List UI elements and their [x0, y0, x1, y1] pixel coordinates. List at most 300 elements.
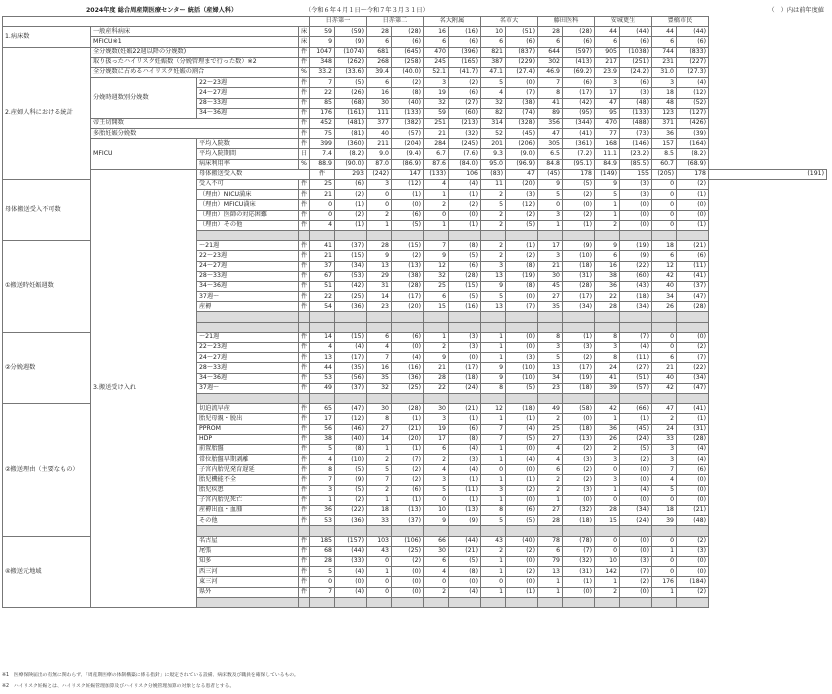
previous-year-cell: (481) [335, 118, 367, 128]
previous-year-cell: (57) [620, 383, 652, 393]
previous-year-cell: (205) [652, 169, 677, 179]
previous-year-cell: (5) [449, 556, 481, 566]
previous-year-cell: (106) [392, 536, 424, 546]
previous-year-cell: (33.6) [335, 67, 367, 77]
value-cell: 32 [424, 98, 449, 108]
value-cell: 0 [652, 556, 677, 566]
value-cell: 7 [538, 78, 563, 88]
previous-year-cell: (27.3) [677, 67, 709, 77]
row-label: 24〜27週 [197, 353, 299, 363]
value-cell [424, 322, 449, 332]
previous-year-cell: (344) [563, 118, 595, 128]
previous-year-cell: (0) [620, 495, 652, 505]
value-cell: 905 [595, 47, 620, 57]
table-row [3, 27, 827, 37]
unit-cell: 日 [299, 149, 310, 159]
previous-year-cell: (86.9) [392, 159, 424, 169]
previous-year-cell: (34) [335, 261, 367, 271]
value-cell: 16 [367, 363, 392, 373]
value-cell: 10 [424, 506, 449, 516]
previous-year-cell: (20) [392, 434, 424, 444]
value-cell: 65 [310, 404, 335, 414]
previous-year-cell: (837) [506, 47, 538, 57]
previous-year-cell: (4) [677, 444, 709, 454]
row-label: 多胎妊娠分娩数 [91, 129, 299, 139]
previous-year-cell: (68.9) [677, 159, 709, 169]
value-cell: 0 [652, 200, 677, 210]
previous-year-cell: (1) [392, 190, 424, 200]
value-cell: 8 [538, 88, 563, 98]
previous-year-cell: (4) [677, 455, 709, 465]
value-cell: 6 [367, 332, 392, 342]
unit-cell: 件 [299, 190, 310, 200]
previous-year-cell: (48) [620, 98, 652, 108]
value-cell: 0 [652, 567, 677, 577]
value-cell: 3 [310, 485, 335, 495]
previous-year-cell: (0) [449, 577, 481, 587]
row-label: 病床利用率 [197, 159, 299, 169]
value-cell: 47 [538, 129, 563, 139]
value-cell: 31 [367, 281, 392, 291]
value-cell: 6 [424, 37, 449, 47]
unit-cell: 件 [299, 108, 310, 118]
value-cell: 8 [538, 332, 563, 342]
previous-year-cell: (7) [677, 353, 709, 363]
value-cell: 0 [424, 495, 449, 505]
value-cell: 67 [310, 271, 335, 281]
value-cell: 6.7 [424, 149, 449, 159]
row-label: 東三河 [197, 577, 299, 587]
value-cell: 7 [310, 475, 335, 485]
previous-year-cell: (0) [677, 567, 709, 577]
unit-cell: 件 [299, 281, 310, 291]
previous-year-cell: (17) [449, 363, 481, 373]
value-cell: 1 [538, 587, 563, 597]
previous-year-cell: (17) [563, 88, 595, 98]
report-title: 2024年度 総合周産期医療センター 統括（産婦人科） [86, 7, 238, 14]
previous-year-cell: (0) [620, 210, 652, 220]
previous-year-cell: (44) [449, 536, 481, 546]
previous-year-cell: (0) [620, 200, 652, 210]
value-cell: 47 [652, 404, 677, 414]
value-cell: 1 [481, 414, 506, 424]
previous-year-cell: (96.9) [506, 159, 538, 169]
unit-cell: 件 [299, 200, 310, 210]
value-cell: 4 [310, 343, 335, 353]
value-cell: 2 [595, 587, 620, 597]
previous-year-cell: (2) [335, 495, 367, 505]
row-label: 34〜36週 [197, 281, 299, 291]
value-cell: 3 [652, 455, 677, 465]
previous-year-cell: (8) [392, 88, 424, 98]
previous-year-cell: (10) [506, 363, 538, 373]
value-cell: 30 [367, 404, 392, 414]
subgroup-label: ②搬送理由（主要なもの） [3, 404, 91, 536]
previous-year-cell: (396) [449, 47, 481, 57]
row-label: 知多 [197, 556, 299, 566]
value-cell [652, 597, 677, 607]
value-cell: 0 [367, 587, 392, 597]
previous-year-cell: (18) [563, 516, 595, 526]
previous-year-cell: (21) [449, 404, 481, 414]
value-cell: 1 [595, 200, 620, 210]
value-cell: 30 [538, 271, 563, 281]
row-label: 常位胎盤早期剥離 [197, 455, 299, 465]
previous-year-cell: (18) [620, 292, 652, 302]
value-cell: 38 [595, 271, 620, 281]
value-cell: 4 [424, 465, 449, 475]
value-cell: 35 [367, 373, 392, 383]
value-cell: 28 [595, 302, 620, 312]
value-cell: 9 [367, 251, 392, 261]
previous-year-cell: (21) [677, 506, 709, 516]
value-cell: 24 [595, 363, 620, 373]
previous-year-cell [620, 526, 652, 536]
value-cell: 8 [481, 383, 506, 393]
value-cell: 1047 [310, 47, 335, 57]
value-cell: 22 [310, 88, 335, 98]
previous-year-cell: (25) [392, 546, 424, 556]
value-cell: 26 [652, 302, 677, 312]
value-cell: 348 [310, 57, 335, 67]
value-cell: 2 [424, 455, 449, 465]
value-cell: 9 [424, 251, 449, 261]
value-cell: 0 [652, 495, 677, 505]
value-cell [538, 230, 563, 240]
value-cell: 7 [652, 465, 677, 475]
previous-year-cell: (426) [677, 118, 709, 128]
previous-year-cell: (3) [449, 455, 481, 465]
row-label: 胎児母親・脱出 [197, 414, 299, 424]
previous-year-cell [563, 312, 595, 322]
row-label: 切迫流早産 [197, 404, 299, 414]
previous-year-cell: (34) [620, 302, 652, 312]
row-label: 母体搬送受入数 [197, 169, 310, 179]
previous-year-cell: (1) [449, 475, 481, 485]
unit-cell: 件 [299, 536, 310, 546]
value-cell: 3 [595, 78, 620, 88]
value-cell: 0 [367, 556, 392, 566]
previous-year-cell: (229) [506, 57, 538, 67]
previous-year-cell: (251) [620, 57, 652, 67]
previous-year-cell: (6) [392, 210, 424, 220]
previous-year-cell: (4) [677, 78, 709, 88]
value-cell: 1 [481, 567, 506, 577]
table-row [3, 67, 827, 77]
value-cell: 9 [595, 180, 620, 190]
previous-year-cell: (8.2) [677, 149, 709, 159]
value-cell: 13 [538, 363, 563, 373]
previous-year-cell: (3) [506, 190, 538, 200]
value-cell: 1 [367, 220, 392, 230]
previous-year-cell: (47) [677, 383, 709, 393]
previous-year-cell: (1) [506, 475, 538, 485]
previous-year-cell: (2) [392, 556, 424, 566]
value-cell [481, 393, 506, 403]
previous-year-cell: (10) [506, 373, 538, 383]
previous-year-cell: (85.5) [620, 159, 652, 169]
value-cell: 821 [481, 47, 506, 57]
value-cell: 5 [481, 516, 506, 526]
value-cell: 6 [652, 353, 677, 363]
value-cell: 1 [481, 455, 506, 465]
previous-year-cell [449, 230, 481, 240]
value-cell: 9 [481, 373, 506, 383]
value-cell: 79 [538, 556, 563, 566]
previous-year-cell: (15) [335, 251, 367, 261]
previous-year-cell: (0) [506, 556, 538, 566]
value-cell: 4 [310, 220, 335, 230]
row-label: 県外 [197, 587, 299, 597]
previous-year-cell: (24) [620, 516, 652, 526]
value-cell: 56 [310, 424, 335, 434]
previous-year-cell: (6) [563, 78, 595, 88]
value-cell: 6 [595, 251, 620, 261]
previous-year-cell: (8) [506, 261, 538, 271]
subgroup-label: 分娩時週数別分娩数 [91, 78, 197, 119]
value-cell [424, 230, 449, 240]
previous-year-cell: (28) [392, 281, 424, 291]
value-cell: 3 [538, 251, 563, 261]
previous-year-cell: (37) [392, 516, 424, 526]
previous-year-cell: (0) [392, 567, 424, 577]
value-cell: 284 [424, 139, 449, 149]
value-cell: 1 [481, 444, 506, 454]
previous-year-cell: (32) [563, 506, 595, 516]
previous-year-cell: (6) [506, 37, 538, 47]
unit-cell: % [299, 67, 310, 77]
previous-year-cell: (5) [506, 383, 538, 393]
value-cell: 2 [481, 241, 506, 251]
previous-year-cell: (2) [392, 251, 424, 261]
previous-year-cell: (74) [506, 108, 538, 118]
value-cell: 44 [310, 363, 335, 373]
previous-year-cell: (6) [449, 424, 481, 434]
previous-year-cell: (41) [677, 271, 709, 281]
previous-year-cell: (57) [392, 129, 424, 139]
value-cell: 744 [652, 47, 677, 57]
previous-year-cell: (1) [620, 414, 652, 424]
previous-year-cell: (164) [677, 139, 709, 149]
previous-year-cell: (35) [335, 363, 367, 373]
previous-year-cell: (0) [392, 577, 424, 587]
value-cell: 41 [538, 98, 563, 108]
previous-year-cell: (27) [620, 363, 652, 373]
previous-year-cell: (133) [620, 108, 652, 118]
value-cell: 4 [538, 444, 563, 454]
value-cell: 38 [310, 434, 335, 444]
previous-year-cell: (328) [506, 118, 538, 128]
value-cell: 2 [367, 210, 392, 220]
previous-year-cell: (31) [563, 271, 595, 281]
previous-year-cell: (12) [392, 180, 424, 190]
value-cell: 44 [595, 27, 620, 37]
row-label: 28〜33週 [197, 363, 299, 373]
previous-year-cell: (4) [335, 343, 367, 353]
unit-cell: 件 [299, 495, 310, 505]
value-cell: 155 [620, 169, 652, 179]
previous-year-cell: (2) [392, 475, 424, 485]
unit-cell: 件 [299, 587, 310, 597]
row-label [197, 526, 299, 536]
previous-year-cell: (833) [677, 47, 709, 57]
value-cell: 387 [481, 57, 506, 67]
section-label: 1.病床数 [3, 27, 91, 47]
row-label: （理由）NICU満床 [197, 190, 299, 200]
table-row [3, 169, 827, 179]
value-cell [652, 526, 677, 536]
value-cell: 28 [538, 27, 563, 37]
previous-year-cell: (3) [449, 332, 481, 342]
value-cell: 18 [367, 506, 392, 516]
value-cell: 27 [538, 506, 563, 516]
value-cell: 3 [595, 343, 620, 353]
value-cell: 68 [310, 546, 335, 556]
previous-year-cell: (1) [506, 241, 538, 251]
value-cell [652, 230, 677, 240]
previous-year-cell: (90.0) [335, 159, 367, 169]
previous-year-cell: (149) [595, 169, 620, 179]
value-cell: 231 [652, 57, 677, 67]
previous-year-cell: (8) [449, 241, 481, 251]
value-cell: 13 [538, 567, 563, 577]
unit-cell: 件 [299, 78, 310, 88]
value-cell: 7 [310, 78, 335, 88]
unit-cell: 件 [299, 444, 310, 454]
previous-year-cell: (4) [449, 444, 481, 454]
previous-year-cell: (0) [392, 200, 424, 210]
previous-year-cell: (2) [506, 567, 538, 577]
previous-year-cell [392, 597, 424, 607]
row-label: 24〜27週 [197, 261, 299, 271]
value-cell: 34 [538, 373, 563, 383]
value-cell: 40 [652, 373, 677, 383]
previous-year-cell: (4) [506, 424, 538, 434]
subgroup-label: 母体搬送受入不可数 [3, 180, 91, 241]
value-cell: 17 [538, 241, 563, 251]
value-cell: 178 [563, 169, 595, 179]
row-label: 尾張 [197, 546, 299, 556]
previous-year-cell: (60) [449, 108, 481, 118]
unit-cell: 件 [299, 424, 310, 434]
value-cell: 25 [538, 424, 563, 434]
previous-year-note: （ ）内は前年度値 [768, 7, 824, 14]
previous-year-cell: (1) [392, 495, 424, 505]
previous-year-cell: (2) [563, 210, 595, 220]
row-label: 37週〜 [197, 383, 299, 393]
value-cell: 3 [367, 180, 392, 190]
row-label: 〜21週 [197, 332, 299, 342]
value-cell: 0 [652, 210, 677, 220]
previous-year-cell [677, 230, 709, 240]
value-cell: 356 [538, 118, 563, 128]
value-cell: 54 [310, 302, 335, 312]
previous-year-cell: (26) [335, 88, 367, 98]
row-label: 平均入院数 [197, 139, 299, 149]
previous-year-cell [392, 393, 424, 403]
previous-year-cell: (28) [563, 281, 595, 291]
value-cell: 28 [367, 27, 392, 37]
previous-year-cell: (21) [449, 546, 481, 556]
previous-year-cell: (258) [392, 57, 424, 67]
value-cell: 12 [424, 261, 449, 271]
previous-year-cell: (204) [392, 139, 424, 149]
value-cell: 245 [424, 57, 449, 67]
previous-year-cell: (28) [677, 302, 709, 312]
previous-year-cell [677, 312, 709, 322]
unit-cell: 件 [299, 118, 310, 128]
previous-year-cell: (2) [563, 190, 595, 200]
row-label: 名古屋 [197, 536, 299, 546]
previous-year-cell: (22) [677, 363, 709, 373]
value-cell: 47 [506, 169, 538, 179]
value-cell: 32 [481, 98, 506, 108]
value-cell [481, 230, 506, 240]
value-cell: 0 [367, 190, 392, 200]
previous-year-cell: (7) [620, 567, 652, 577]
previous-year-cell: (13) [392, 261, 424, 271]
value-cell: 15 [424, 302, 449, 312]
previous-year-cell [506, 597, 538, 607]
value-cell [595, 322, 620, 332]
value-cell: 7.4 [310, 149, 335, 159]
value-cell: 2 [481, 251, 506, 261]
value-cell: 178 [677, 169, 709, 179]
row-label: 産褥出血・血腫 [197, 506, 299, 516]
previous-year-cell [449, 312, 481, 322]
previous-year-cell: (4) [449, 180, 481, 190]
value-cell: 2 [424, 200, 449, 210]
value-cell: 30 [424, 404, 449, 414]
value-cell: 36 [310, 506, 335, 516]
unit-cell: 件 [310, 169, 335, 179]
previous-year-cell: (15) [392, 241, 424, 251]
previous-year-cell: (47) [677, 292, 709, 302]
row-label: 〜21週 [197, 241, 299, 251]
previous-year-cell [620, 597, 652, 607]
previous-year-cell: (213) [449, 118, 481, 128]
value-cell: 201 [481, 139, 506, 149]
previous-year-cell: (19) [506, 271, 538, 281]
value-cell: 0 [652, 343, 677, 353]
value-cell: 12 [652, 261, 677, 271]
previous-year-cell: (34) [620, 506, 652, 516]
value-cell: 10 [481, 27, 506, 37]
previous-year-cell: (5) [392, 220, 424, 230]
previous-year-cell: (0) [506, 465, 538, 475]
unit-cell: 件 [299, 475, 310, 485]
value-cell: 3 [424, 475, 449, 485]
unit-cell: 件 [299, 180, 310, 190]
previous-year-cell: (0) [677, 332, 709, 342]
previous-year-cell: (42) [335, 281, 367, 291]
value-cell: 0 [595, 495, 620, 505]
previous-year-cell: (3) [677, 546, 709, 556]
previous-year-cell: (53) [335, 271, 367, 281]
previous-year-cell: (34) [677, 373, 709, 383]
previous-year-cell: (73) [620, 129, 652, 139]
value-cell: 7 [424, 241, 449, 251]
previous-year-cell: (5) [449, 251, 481, 261]
unit-cell: % [299, 159, 310, 169]
value-cell: 1 [481, 556, 506, 566]
report-header [0, 3, 832, 17]
row-label: 胎児疾患 [197, 485, 299, 495]
previous-year-cell: (2) [335, 210, 367, 220]
value-cell [595, 230, 620, 240]
previous-year-cell: (44) [335, 546, 367, 556]
value-cell: 31.0 [652, 67, 677, 77]
